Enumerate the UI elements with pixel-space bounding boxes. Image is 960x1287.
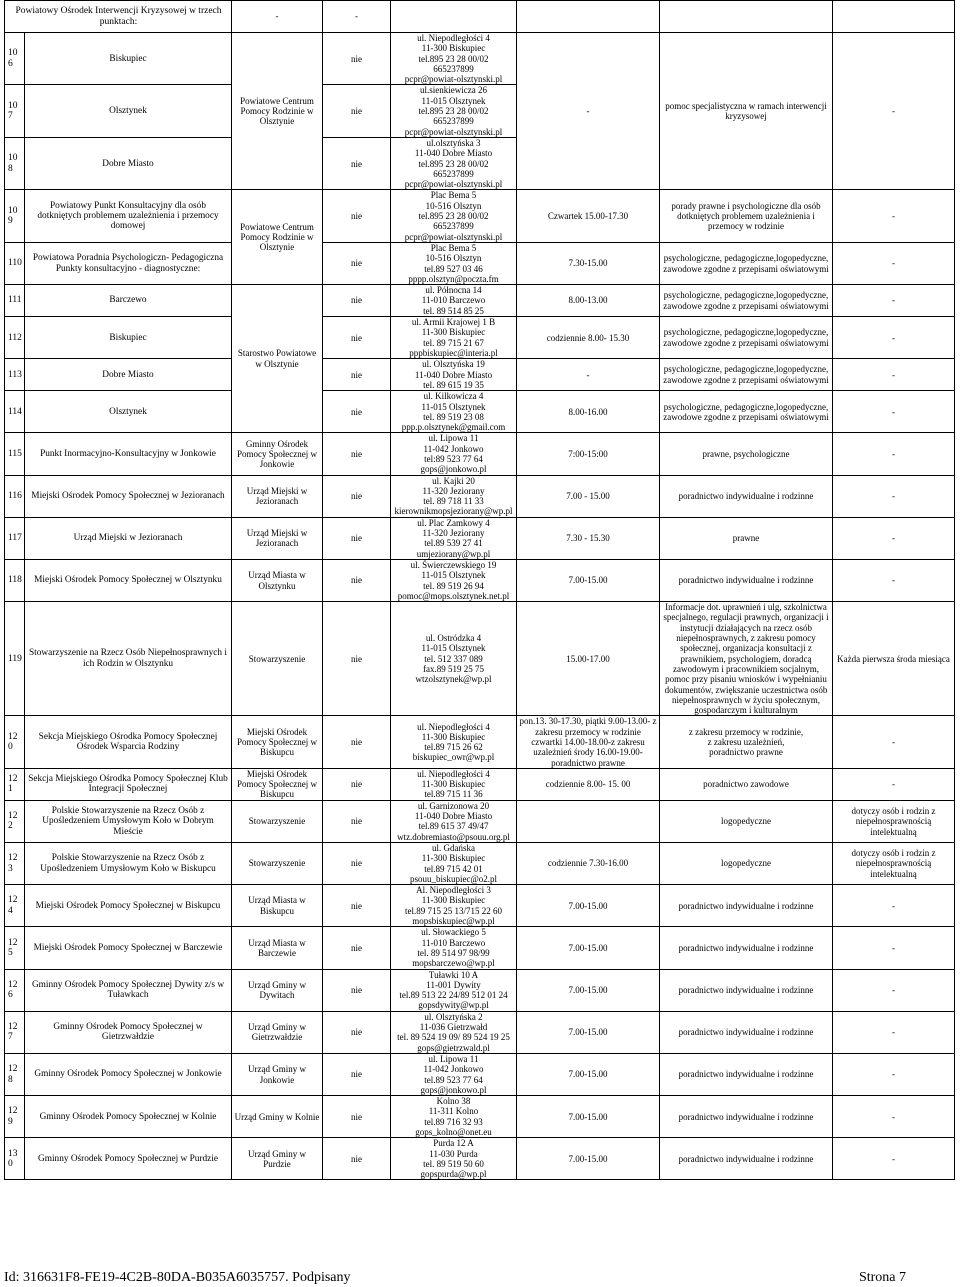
cell-n: 124 bbox=[5, 885, 25, 927]
cell-notes: - bbox=[833, 190, 955, 242]
cell-n: 118 bbox=[5, 559, 25, 601]
cell-r: nie bbox=[323, 475, 391, 517]
cell-hours bbox=[517, 1, 660, 33]
cell-org: Stowarzyszenie bbox=[232, 800, 323, 842]
cell-r: nie bbox=[323, 1011, 391, 1053]
cell-org: Urząd Gminy w Kolnie bbox=[232, 1096, 323, 1138]
cell-addr: ul. Lipowa 11 11-042 Jonkowo tel:89 523 77 64 gops@jonkowo.pl bbox=[391, 433, 517, 475]
cell-r: nie bbox=[323, 1096, 391, 1138]
cell-n: 107 bbox=[5, 85, 25, 137]
cell-n: 119 bbox=[5, 602, 25, 716]
cell-r: nie bbox=[323, 559, 391, 601]
cell-addr: Tuławki 10 A 11-001 Dywity tel.89 513 22 24/89 512 01 24 gopsdywity@wp.pl bbox=[391, 969, 517, 1011]
cell-n: 125 bbox=[5, 927, 25, 969]
cell-name: Polskie Stowarzyszenie na Rzecz Osób z Upośledzeniem Umysłowym Koło w Biskupcu bbox=[25, 842, 232, 884]
cell-name: Gminny Ośrodek Pomocy Społecznej w Jonkowie bbox=[25, 1053, 232, 1095]
cell-hours: - bbox=[517, 359, 660, 391]
cell-notes: Każda pierwsza środa miesiąca bbox=[833, 602, 955, 716]
cell-scope: Informacje dot. uprawnień i ulg, szkolnictwa specjalnego, regulacji prawnych, organizacji i instytucji działających na rzecz osób niepełnosprawnych, z zakresu pomocy społecznej, organizacja konsultacji z prawnikiem, psychologiem, doradcą zawodowym i pracownikiem socjalnym, pomoc przy pisaniu wniosków i wypełnianiu dokumentów, zwiększanie uczestnictwa osób niepełnosprawnych w życiu społecznym, gospodarczym i kulturalnym bbox=[660, 602, 833, 716]
cell-scope: logopedyczne bbox=[660, 800, 833, 842]
cell-hours: 8.00-13.00 bbox=[517, 285, 660, 317]
table-row bbox=[5, 317, 955, 359]
cell-r: nie bbox=[323, 716, 391, 768]
cell-notes: - bbox=[833, 517, 955, 559]
cell-scope: poradnictwo indywidualne i rodzinne bbox=[660, 559, 833, 601]
cell-hours: 8.00-16.00 bbox=[517, 391, 660, 433]
cell-notes: - bbox=[833, 433, 955, 475]
cell-n: 106 bbox=[5, 33, 25, 85]
cell-addr: ul. Lipowa 11 11-042 Jonkowo tel.89 523 77 64 gops@jonkowo.pl bbox=[391, 1053, 517, 1095]
table-body bbox=[5, 1, 955, 1180]
cell-name: Miejski Ośrodek Pomocy Społecznej w Jezioranach bbox=[25, 475, 232, 517]
table-row bbox=[5, 475, 955, 517]
table-row bbox=[5, 359, 955, 391]
cell-addr: ul. Kilkowicza 4 11-015 Olsztynek tel. 89 519 23 08 ppp.p.olsztynek@gmail.com bbox=[391, 391, 517, 433]
cell-r: nie bbox=[323, 1053, 391, 1095]
cell-n: 126 bbox=[5, 969, 25, 1011]
cell-r: nie bbox=[323, 391, 391, 433]
cell-scope: prawne, psychologiczne bbox=[660, 433, 833, 475]
cell-scope: psychologiczne, pedagogiczne,logopedyczne, zawodowe zgodne z przepisami oświatowymi bbox=[660, 391, 833, 433]
cell-scope: psychologiczne, pedagogiczne,logopedyczne, zawodowe zgodne z przepisami oświatowymi bbox=[660, 317, 833, 359]
cell-notes: - bbox=[833, 1138, 955, 1180]
cell-name: Olsztynek bbox=[25, 391, 232, 433]
table-row bbox=[5, 969, 955, 1011]
cell-notes: - bbox=[833, 716, 955, 768]
cell-addr: ul. Plac Zamkowy 4 11-320 Jeziorany tel.89 539 27 41 umjeziorany@wp.pl bbox=[391, 517, 517, 559]
table-row bbox=[5, 391, 955, 433]
cell-org: Gminny Ośrodek Pomocy Społecznej w Jonkowie bbox=[232, 433, 323, 475]
cell-n: 130 bbox=[5, 1138, 25, 1180]
cell-scope: poradnictwo indywidualne i rodzinne bbox=[660, 927, 833, 969]
cell-scope: prawne bbox=[660, 517, 833, 559]
table-row bbox=[5, 927, 955, 969]
cell-notes: - bbox=[833, 242, 955, 284]
cell-org: Powiatowe Centrum Pomocy Rodzinie w Olsztynie bbox=[232, 190, 323, 285]
cell-name: Sekcja Miejskiego Ośrodka Pomocy Społecznej Klub Integracji Społecznej bbox=[25, 768, 232, 800]
cell-org: Urząd Miejski w Jezioranach bbox=[232, 517, 323, 559]
cell-notes: - bbox=[833, 885, 955, 927]
cell-name: Powiatowa Poradnia Psychologiczn- Pedagogiczna Punkty konsultacyjno - diagnostyczne: bbox=[25, 242, 232, 284]
table-row bbox=[5, 800, 955, 842]
cell-name: Sekcja Miejskiego Ośrodka Pomocy Społecznej Ośrodek Wsparcia Rodziny bbox=[25, 716, 232, 768]
cell-n: 120 bbox=[5, 716, 25, 768]
cell-addr: ul. Ostródzka 4 11-015 Olsztynek tel. 512 337 089 fax.89 519 25 75 wtzolsztynek@wp.pl bbox=[391, 602, 517, 716]
cell-addr: Plac Bema 5 10-516 Olsztyn tel.895 23 28 00/02 665237899 pcpr@powiat-olsztynski.pl bbox=[391, 190, 517, 242]
table-row bbox=[5, 885, 955, 927]
table-row bbox=[5, 1011, 955, 1053]
cell-r: nie bbox=[323, 885, 391, 927]
cell-addr bbox=[391, 1, 517, 33]
cell-notes: - bbox=[833, 285, 955, 317]
cell-hours: codziennie 8.00- 15. 00 bbox=[517, 768, 660, 800]
cell-addr: ul. Olsztyńska 19 11-040 Dobre Miasto tel. 89 615 19 35 bbox=[391, 359, 517, 391]
table-row bbox=[5, 33, 955, 85]
cell-r: nie bbox=[323, 969, 391, 1011]
cell-scope: poradnictwo indywidualne i rodzinne bbox=[660, 1138, 833, 1180]
cell-notes: - bbox=[833, 475, 955, 517]
cell-name: Polskie Stowarzyszenie na Rzecz Osób z Upośledzeniem Umysłowym Koło w Dobrym Mieście bbox=[25, 800, 232, 842]
cell-name: Gminny Ośrodek Pomocy Społecznej w Kolnie bbox=[25, 1096, 232, 1138]
cell-n: 116 bbox=[5, 475, 25, 517]
table-row bbox=[5, 842, 955, 884]
cell-r: nie bbox=[323, 317, 391, 359]
cell-name: Gminny Ośrodek Pomocy Społecznej Dywity z/s w Tuławkach bbox=[25, 969, 232, 1011]
cell-notes: - bbox=[833, 359, 955, 391]
cell-r: nie bbox=[323, 190, 391, 242]
cell-org: Urząd Miasta w Barczewie bbox=[232, 927, 323, 969]
cell-r: nie bbox=[323, 927, 391, 969]
cell-org: Stowarzyszenie bbox=[232, 842, 323, 884]
cell-addr: ul. Kajki 20 11-320 Jeziorany tel. 89 718 11 33 kierownikmopsjeziorany@wp.pl bbox=[391, 475, 517, 517]
cell-notes: - bbox=[833, 969, 955, 1011]
cell-addr: ul. Świerczewskiego 19 11-015 Olsztynek tel. 89 519 26 94 pomoc@mops.olsztynek.net.pl bbox=[391, 559, 517, 601]
cell-addr: ul. Niepodległości 4 11-300 Biskupiec tel.895 23 28 00/02 665237899 pcpr@powiat-olsztynski.pl bbox=[391, 33, 517, 85]
table-row bbox=[5, 1053, 955, 1095]
cell-r: nie bbox=[323, 433, 391, 475]
cell-r: nie bbox=[323, 33, 391, 85]
cell-scope: poradnictwo indywidualne i rodzinne bbox=[660, 969, 833, 1011]
cell-hours: 7.00-15.00 bbox=[517, 559, 660, 601]
cell-addr: Kolno 38 11-311 Kolno tel.89 716 32 93 gops_kolno@onet.eu bbox=[391, 1096, 517, 1138]
cell-name: Gminny Ośrodek Pomocy Społecznej w Purdzie bbox=[25, 1138, 232, 1180]
cell-notes: - bbox=[833, 1053, 955, 1095]
cell-name: Gminny Ośrodek Pomocy Społecznej w Gietrzwałdzie bbox=[25, 1011, 232, 1053]
cell-r: nie bbox=[323, 285, 391, 317]
cell-scope: poradnictwo zawodowe bbox=[660, 768, 833, 800]
cell-n: 114 bbox=[5, 391, 25, 433]
cell-org: Powiatowe Centrum Pomocy Rodzinie w Olsztynie bbox=[232, 33, 323, 190]
cell-notes bbox=[833, 1, 955, 33]
cell-addr: ul. Słowackiego 5 11-010 Barczewo tel. 89 514 97 98/99 mopsbarczewo@wp.pl bbox=[391, 927, 517, 969]
cell-org: Miejski Ośrodek Pomocy Społecznej w Biskupcu bbox=[232, 768, 323, 800]
page-number: Strona 7 bbox=[858, 1270, 906, 1285]
cell-name: Stowarzyszenie na Rzecz Osób Niepełnosprawnych i ich Rodzin w Olsztynku bbox=[25, 602, 232, 716]
cell-n: 127 bbox=[5, 1011, 25, 1053]
cell-hours: pon.13. 30-17.30, piątki 9.00-13.00- z zakresu przemocy w rodzinie czwartki 14.00-18.00-z zakresu uzależnień środy 16.00-19.00-poradnictwo prawne bbox=[517, 716, 660, 768]
cell-addr: Purda 12 A 11-030 Purda tel. 89 519 50 60 gopspurda@wp.pl bbox=[391, 1138, 517, 1180]
table-row bbox=[5, 602, 955, 716]
cell-hours: 7.00-15.00 bbox=[517, 1096, 660, 1138]
table-row bbox=[5, 1096, 955, 1138]
cell-n: 112 bbox=[5, 317, 25, 359]
cell-notes: - bbox=[833, 1011, 955, 1053]
cell-notes: - bbox=[833, 391, 955, 433]
table-row bbox=[5, 433, 955, 475]
cell-addr: Plac Bema 5 10-516 Olsztyn tel.89 527 03 46 pppp.olsztyn@poczta.fm bbox=[391, 242, 517, 284]
cell-scope: poradnictwo indywidualne i rodzinne bbox=[660, 1011, 833, 1053]
cell-n: 113 bbox=[5, 359, 25, 391]
cell-addr: ul.sienkiewicza 26 11-015 Olsztynek tel.895 23 28 00/02 665237899 pcpr@powiat-olsztynski.pl bbox=[391, 85, 517, 137]
cell-scope: logopedyczne bbox=[660, 842, 833, 884]
cell-addr: ul. Garnizonowa 20 11-040 Dobre Miasto tel.89 615 37 49/47 wtz.dobremiasto@psouu.org.pl bbox=[391, 800, 517, 842]
table-row bbox=[5, 1138, 955, 1180]
table-row bbox=[5, 285, 955, 317]
cell-notes: dotyczy osób i rodzin z niepełnosprawnością intelektualną bbox=[833, 842, 955, 884]
cell-n: 108 bbox=[5, 137, 25, 189]
cell-notes: - bbox=[833, 559, 955, 601]
cell-notes: - bbox=[833, 768, 955, 800]
cell-hours: - bbox=[517, 33, 660, 190]
cell-name: Olsztynek bbox=[25, 85, 232, 137]
cell-addr: ul. Olsztyńska 2 11-036 Gietrzwałd tel. 89 524 19 09/ 89 524 19 25 gops@gietrzwald.pl bbox=[391, 1011, 517, 1053]
cell-hours: 7.00 - 15.00 bbox=[517, 475, 660, 517]
cell-scope: psychologiczne, pedagogiczne,logopedyczne, zawodowe zgodne z przepisami oświatowymi bbox=[660, 285, 833, 317]
cell-scope: psychologiczne, pedagogiczne,logopedyczne, zawodowe zgodne z przepisami oświatowymi bbox=[660, 359, 833, 391]
cell-scope: poradnictwo indywidualne i rodzinne bbox=[660, 1096, 833, 1138]
cell-name: Dobre Miasto bbox=[25, 359, 232, 391]
cell-org: Urząd Gminy w Gietrzwałdzie bbox=[232, 1011, 323, 1053]
cell-org: Urząd Miasta w Olsztynku bbox=[232, 559, 323, 601]
cell-n: 110 bbox=[5, 242, 25, 284]
cell-addr: ul. Niepodległości 4 11-300 Biskupiec tel.89 715 11 36 bbox=[391, 768, 517, 800]
table-row bbox=[5, 1, 955, 33]
cell-org: Urząd Gminy w Dywitach bbox=[232, 969, 323, 1011]
cell-hours: 7.00-15.00 bbox=[517, 969, 660, 1011]
cell-r: nie bbox=[323, 1138, 391, 1180]
cell-r: nie bbox=[323, 842, 391, 884]
cell-r: nie bbox=[323, 359, 391, 391]
cell-org: Starostwo Powiatowe w Olsztynie bbox=[232, 285, 323, 433]
cell-n: 121 bbox=[5, 768, 25, 800]
cell-name: Barczewo bbox=[25, 285, 232, 317]
cell-hours bbox=[517, 800, 660, 842]
cell-hours: 7.30-15.00 bbox=[517, 242, 660, 284]
cell-hours: codziennie 7.30-16.00 bbox=[517, 842, 660, 884]
cell-org: Stowarzyszenie bbox=[232, 602, 323, 716]
cell-name: Urząd Miejski w Jezioranach bbox=[25, 517, 232, 559]
cell-scope: z zakresu przemocy w rodzinie, z zakresu uzależnień, poradnictwo prawne bbox=[660, 716, 833, 768]
cell-notes: - bbox=[833, 927, 955, 969]
cell-org: Urząd Miejski w Jezioranach bbox=[232, 475, 323, 517]
cell-scope: poradnictwo indywidualne i rodzinne bbox=[660, 885, 833, 927]
cell-hours: 7.00-15.00 bbox=[517, 1138, 660, 1180]
cell-notes: dotyczy osób i rodzin z niepełnosprawnością intelektualną bbox=[833, 800, 955, 842]
cell-hours: 7.00-15.00 bbox=[517, 1053, 660, 1095]
cell-org: Urząd Miasta w Biskupcu bbox=[232, 885, 323, 927]
cell-addr: ul. Niepodległości 4 11-300 Biskupiec tel.89 715 26 62 biskupiec_owr@wp.pl bbox=[391, 716, 517, 768]
cell-r: nie bbox=[323, 85, 391, 137]
cell-n: 122 bbox=[5, 800, 25, 842]
cell-n: 117 bbox=[5, 517, 25, 559]
cell-name: Miejski Ośrodek Pomocy Społecznej w Olsztynku bbox=[25, 559, 232, 601]
cell-org: Urząd Gminy w Jonkowie bbox=[232, 1053, 323, 1095]
cell-r: nie bbox=[323, 517, 391, 559]
cell-notes: - bbox=[833, 317, 955, 359]
table-row bbox=[5, 768, 955, 800]
cell-r: nie bbox=[323, 242, 391, 284]
cell-name: Dobre Miasto bbox=[25, 137, 232, 189]
cell-scope: psychologiczne, pedagogiczne,logopedyczne, zawodowe zgodne z przepisami oświatowymi bbox=[660, 242, 833, 284]
cell-hours: 7:00-15:00 bbox=[517, 433, 660, 475]
cell-addr: ul. Armii Krajowej 1 B 11-300 Biskupiec tel. 89 715 21 67 pppbiskupiec@interia.pl bbox=[391, 317, 517, 359]
cell-hours: 7.00-15.00 bbox=[517, 927, 660, 969]
cell-hours: 7.30 - 15.30 bbox=[517, 517, 660, 559]
table-row bbox=[5, 517, 955, 559]
cell-name: Biskupiec bbox=[25, 317, 232, 359]
cell-addr: ul. Gdańska 11-300 Biskupiec tel.89 715 42 01 psouu_biskupiec@o2.pl bbox=[391, 842, 517, 884]
cell-n: 123 bbox=[5, 842, 25, 884]
table-row bbox=[5, 242, 955, 284]
cell-r: - bbox=[323, 1, 391, 33]
facilities-table bbox=[4, 0, 955, 1180]
cell-addr: ul. Północna 14 11-010 Barczewo tel. 89 514 85 25 bbox=[391, 285, 517, 317]
cell-org: - bbox=[232, 1, 323, 33]
cell-n: 111 bbox=[5, 285, 25, 317]
cell-addr: Al. Niepodległości 3 11-300 Biskupiec tel.89 715 25 13/715 22 60 mopsbiskupiec@wp.pl bbox=[391, 885, 517, 927]
cell-hours: 15.00-17.00 bbox=[517, 602, 660, 716]
cell-n: 109 bbox=[5, 190, 25, 242]
cell-name: Biskupiec bbox=[25, 33, 232, 85]
cell-name: Powiatowy Ośrodek Interwencji Kryzysowej w trzech punktach: bbox=[5, 1, 232, 33]
cell-org: Miejski Ośrodek Pomocy Społecznej w Biskupcu bbox=[232, 716, 323, 768]
cell-name: Punkt Inormacyjno-Konsultacyjny w Jonkowie bbox=[25, 433, 232, 475]
cell-notes: - bbox=[833, 1096, 955, 1138]
cell-hours: codziennie 8.00- 15.30 bbox=[517, 317, 660, 359]
cell-n: 129 bbox=[5, 1096, 25, 1138]
cell-r: nie bbox=[323, 768, 391, 800]
cell-addr: ul.olsztyńska 3 11-040 Dobre Miasto tel.895 23 28 00/02 665237899 pcpr@powiat-olsztynski.pl bbox=[391, 137, 517, 189]
cell-hours: 7.00-15.00 bbox=[517, 885, 660, 927]
table-row bbox=[5, 716, 955, 768]
cell-org: Urząd Gminy w Purdzie bbox=[232, 1138, 323, 1180]
cell-name: Miejski Ośrodek Pomocy Społecznej w Biskupcu bbox=[25, 885, 232, 927]
cell-scope bbox=[660, 1, 833, 33]
cell-hours: 7.00-15.00 bbox=[517, 1011, 660, 1053]
cell-notes: - bbox=[833, 33, 955, 190]
cell-scope: pomoc specjalistyczna w ramach interwencji kryzysowej bbox=[660, 33, 833, 190]
table-row bbox=[5, 190, 955, 242]
document-id: Id: 316631F8-FE19-4C2B-80DA-B035A6035757. Podpisany bbox=[4, 1270, 351, 1285]
cell-scope: porady prawne i psychologiczne dla osób dotkniętych problemem uzależnienia i przemocy w rodzinie bbox=[660, 190, 833, 242]
cell-r: nie bbox=[323, 602, 391, 716]
cell-r: nie bbox=[323, 800, 391, 842]
cell-n: 128 bbox=[5, 1053, 25, 1095]
cell-r: nie bbox=[323, 137, 391, 189]
cell-name: Powiatowy Punkt Konsultacyjny dla osób dotkniętych problemem uzależnienia i przemocy domowej bbox=[25, 190, 232, 242]
cell-hours: Czwartek 15.00-17.30 bbox=[517, 190, 660, 242]
table-row bbox=[5, 559, 955, 601]
cell-scope: poradnictwo indywidualne i rodzinne bbox=[660, 1053, 833, 1095]
cell-name: Miejski Ośrodek Pomocy Społecznej w Barczewie bbox=[25, 927, 232, 969]
cell-n: 115 bbox=[5, 433, 25, 475]
cell-scope: poradnictwo indywidualne i rodzinne bbox=[660, 475, 833, 517]
